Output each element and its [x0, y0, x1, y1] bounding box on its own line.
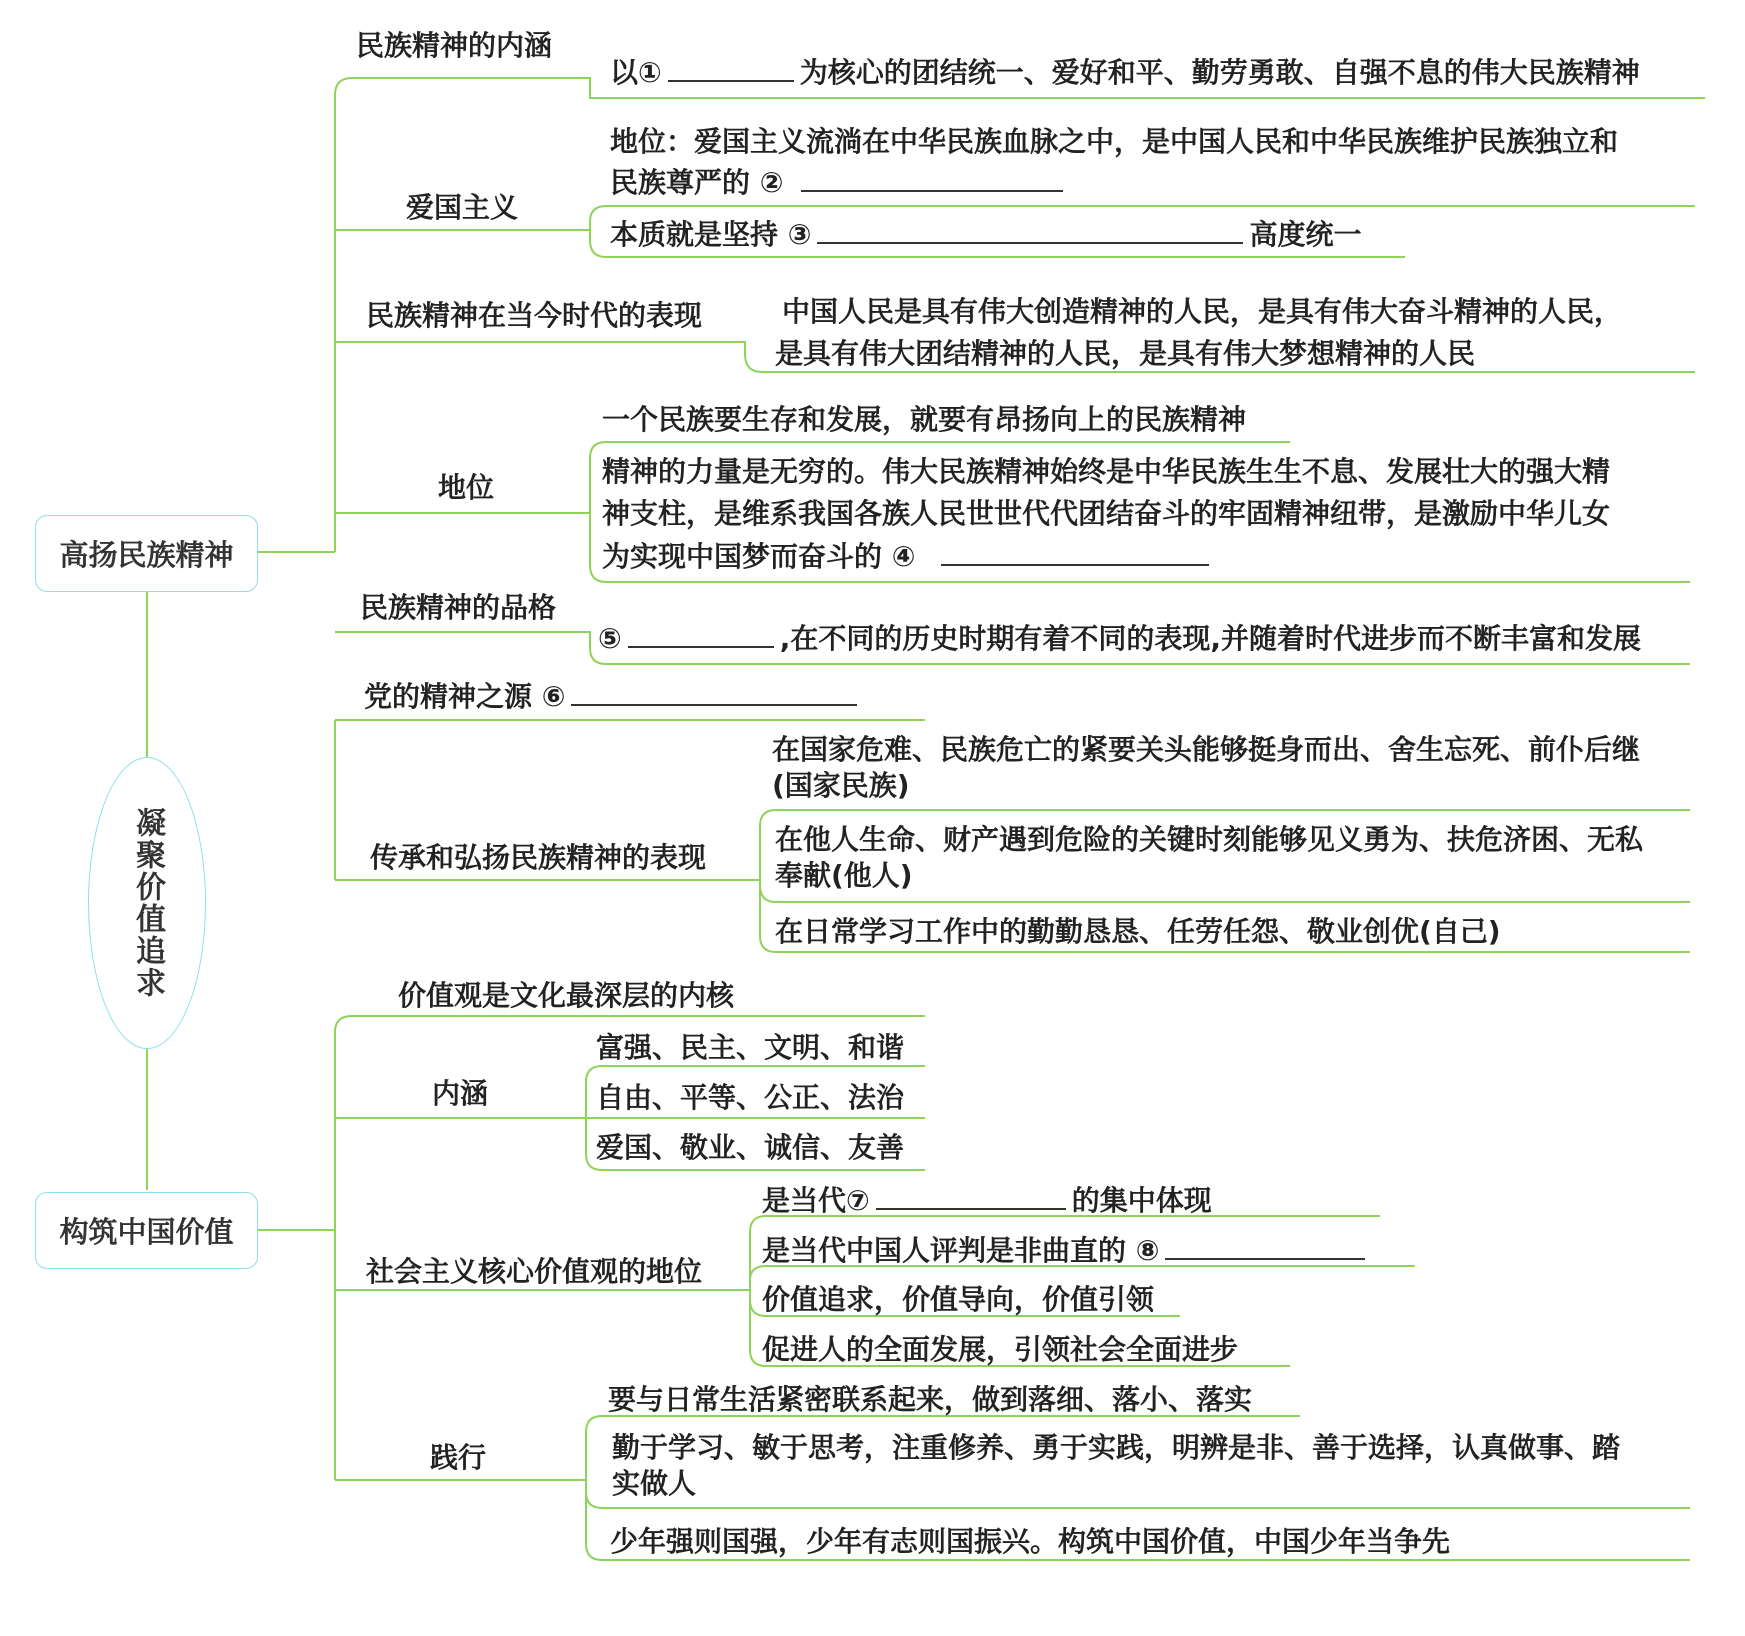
text-segment: ,在不同的历史时期有着不同的表现,并随着时代进步而不断丰富和发展	[779, 622, 1641, 655]
branch-values-connotation: 内涵	[432, 1077, 489, 1110]
core-status-line1	[762, 1182, 1212, 1219]
values-line1: 富强、民主、文明、和谐	[596, 1031, 905, 1064]
practice-line1: 要与日常生活紧密联系起来，做到落细、落小、落实	[608, 1383, 1253, 1416]
blank-7	[876, 1182, 1066, 1210]
blank-2	[801, 164, 1063, 192]
inherit-line2b: 奉献(他人)	[775, 859, 913, 892]
practice-line2: 勤于学习、敏于思考，注重修养、勇于实践，明辨是非、善于选择，认真做事、踏	[612, 1431, 1621, 1464]
branch-spirit-connotation: 民族精神的内涵	[356, 29, 553, 62]
values-line2: 自由、平等、公正、法治	[596, 1081, 905, 1114]
branch-status: 地位	[438, 471, 495, 504]
branch-patriotism: 爱国主义	[406, 191, 519, 224]
spirit-today-line2: 是具有伟大团结精神的人民，是具有伟大梦想精神的人民	[775, 337, 1476, 370]
practice-line3: 少年强则国强，少年有志则国振兴。构筑中国价值，中国少年当争先	[610, 1525, 1451, 1558]
spirit-character-text	[598, 620, 1641, 657]
root-label: 凝聚价值追求	[130, 807, 165, 999]
inherit-line1: 在国家危难、民族危亡的紧要关头能够挺身而出、舍生忘死、前仆后继	[772, 733, 1641, 766]
text-segment: 民族尊严的 ②	[610, 166, 784, 199]
patriotism-essence	[610, 216, 1361, 253]
text-segment: 是当代中国人评判是非曲直的 ⑧	[762, 1234, 1160, 1267]
inherit-line2: 在他人生命、财产遇到危险的关键时刻能够见义勇为、扶危济困、无私	[775, 823, 1644, 856]
branch-inherit-spirit: 传承和弘扬民族精神的表现	[370, 841, 707, 874]
status-line2: 精神的力量是无穷的。伟大民族精神始终是中华民族生生不息、发展壮大的强大精	[602, 455, 1611, 488]
status-line1: 一个民族要生存和发展，就要有昂扬向上的民族精神	[602, 403, 1247, 436]
text-segment: 本质就是坚持 ③	[610, 218, 812, 251]
inherit-line1b: (国家民族)	[772, 769, 910, 802]
text-segment: ⑤	[598, 622, 622, 655]
values-line3: 爱国、敬业、诚信、友善	[596, 1131, 905, 1164]
branch-practice: 践行	[430, 1441, 487, 1474]
text-segment: 党的精神之源 ⑥	[364, 680, 566, 713]
text-segment: 为核心的团结统一、爱好和平、勤劳勇敢、自强不息的伟大民族精神	[799, 56, 1640, 89]
spirit-today-line1: 中国人民是具有伟大创造精神的人民，是具有伟大奋斗精神的人民，	[782, 295, 1623, 328]
text-segment: 以①	[610, 56, 662, 89]
status-line3: 神支柱，是维系我国各族人民世世代代团结奋斗的牢固精神纽带，是激励中华儿女	[602, 497, 1611, 530]
patriotism-status-line1: 地位：爱国主义流淌在中华民族血脉之中，是中国人民和中华民族维护民族独立和	[610, 125, 1619, 158]
node-chinese-values	[35, 1192, 258, 1269]
spirit-connotation-text	[610, 54, 1640, 91]
branch-spirit-character: 民族精神的品格	[360, 591, 557, 624]
text-segment: 的集中体现	[1071, 1184, 1212, 1217]
root-node	[88, 757, 206, 1049]
node-national-spirit	[35, 515, 258, 592]
patriotism-status-line2	[610, 164, 1069, 201]
status-line4	[602, 538, 1215, 575]
blank-8	[1165, 1232, 1365, 1260]
blank-4	[941, 538, 1209, 566]
practice-line2b: 实做人	[612, 1467, 697, 1500]
branch-spirit-today: 民族精神在当今时代的表现	[366, 299, 703, 332]
blank-1	[668, 54, 794, 82]
branch-party-spirit	[364, 678, 863, 715]
blank-6	[571, 678, 857, 706]
text-segment: 为实现中国梦而奋斗的 ④	[602, 540, 916, 573]
core-status-line2	[762, 1232, 1371, 1269]
inherit-line3: 在日常学习工作中的勤勤恳恳、任劳任怨、敬业创优(自己)	[775, 915, 1501, 948]
blank-5	[628, 620, 774, 648]
core-status-line4: 促进人的全面发展，引领社会全面进步	[762, 1333, 1239, 1366]
core-status-line3: 价值追求，价值导向，价值引领	[762, 1283, 1155, 1316]
text-segment: 高度统一	[1249, 218, 1362, 251]
node-chinese-values-label: 构筑中国价值	[59, 1215, 234, 1249]
branch-core-values-status: 社会主义核心价值观的地位	[366, 1255, 703, 1288]
branch-values-core: 价值观是文化最深层的内核	[398, 979, 735, 1012]
text-segment: 是当代⑦	[762, 1184, 870, 1217]
blank-3	[817, 216, 1243, 244]
node-national-spirit-label: 高扬民族精神	[59, 538, 234, 572]
